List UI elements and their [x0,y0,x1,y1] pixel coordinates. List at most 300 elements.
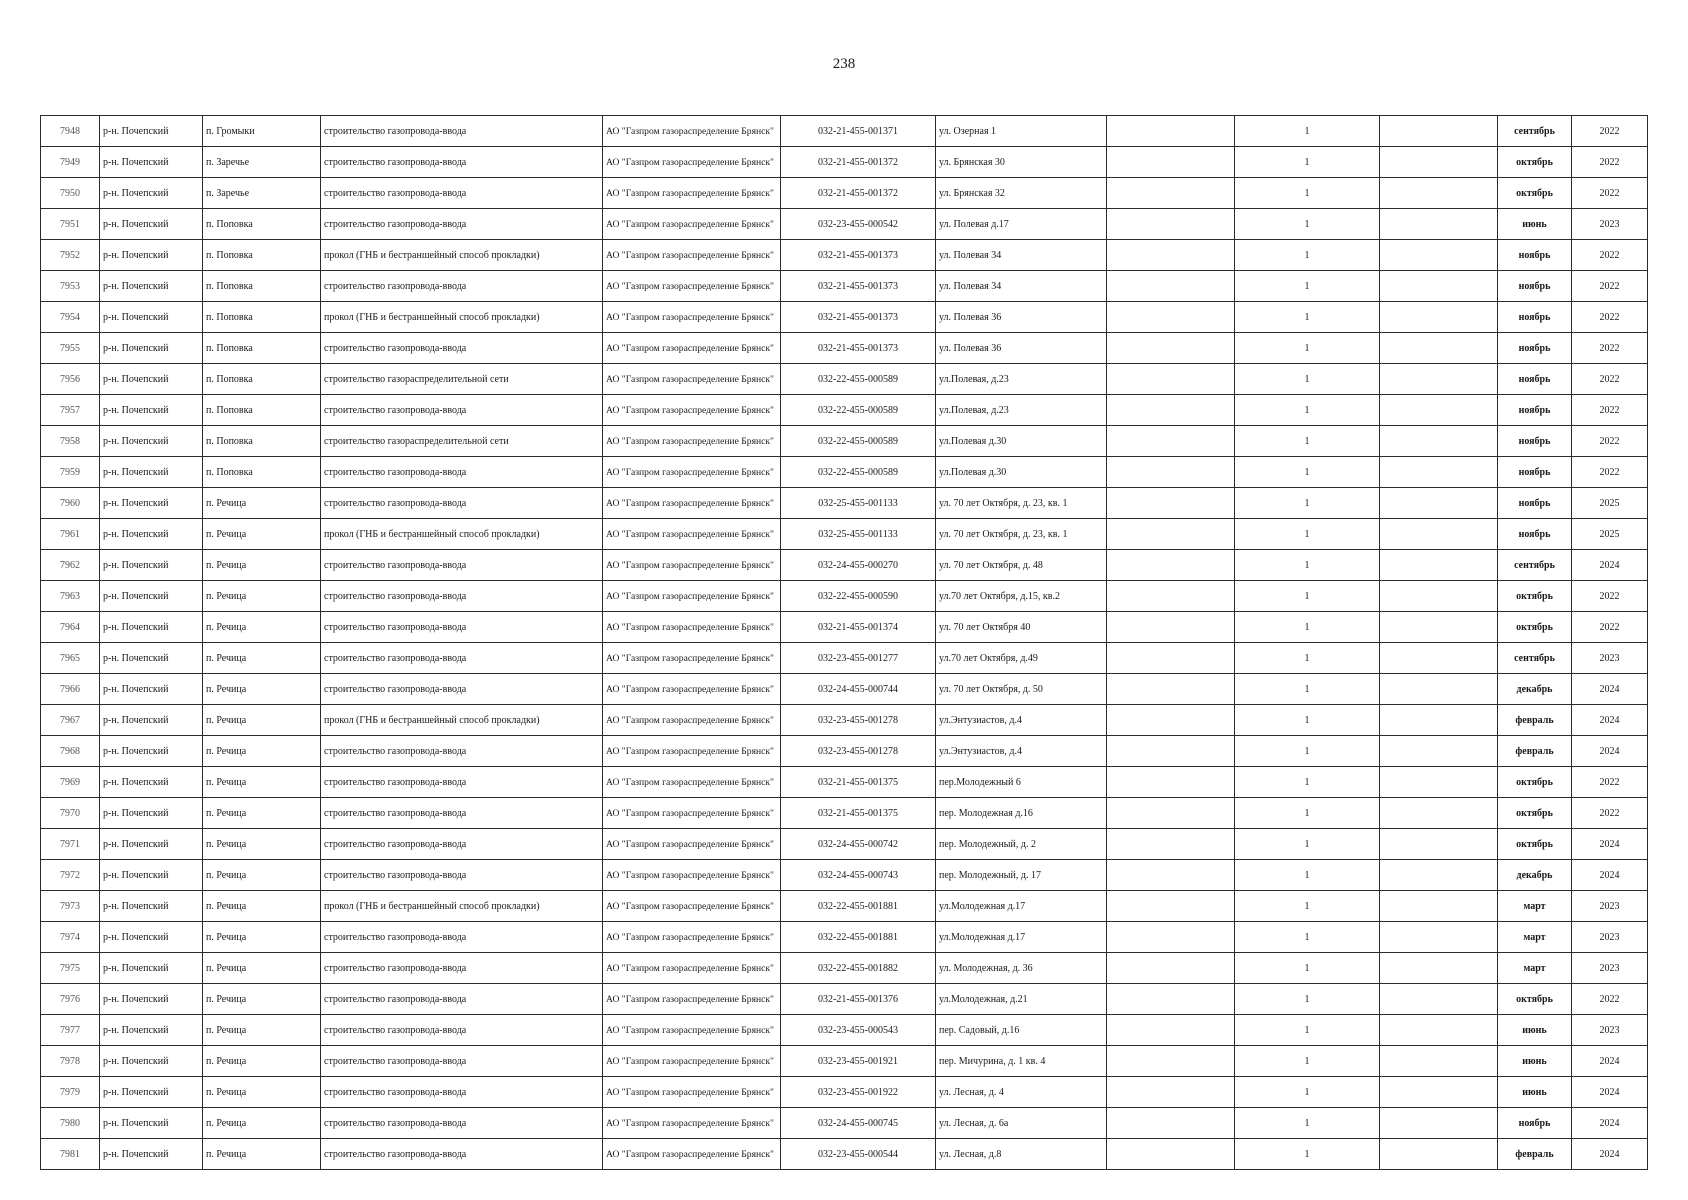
table-body [41,116,1648,1170]
object-code-cell: 032-24-455-000745 [781,1108,936,1139]
count-cell: 1 [1235,550,1380,581]
address-cell: ул.Энтузиастов, д.4 [936,736,1107,767]
settlement-cell: п. Речица [203,612,321,643]
work-type-cell: строительство газопровода-ввода [321,798,603,829]
year-cell: 2024 [1572,1046,1648,1077]
count-cell: 1 [1235,1077,1380,1108]
row-number: 7950 [41,178,100,209]
settlement-cell: п. Заречье [203,147,321,178]
organization-cell: АО "Газпром газораспределение Брянск" [603,860,781,891]
empty-cell [1107,209,1235,240]
work-type-cell: строительство газопровода-ввода [321,1015,603,1046]
month-cell: октябрь [1498,581,1572,612]
month-cell: октябрь [1498,829,1572,860]
empty-cell [1380,178,1498,209]
object-code-cell: 032-23-455-001922 [781,1077,936,1108]
settlement-cell: п. Поповка [203,395,321,426]
count-cell: 1 [1235,302,1380,333]
empty-cell [1107,922,1235,953]
count-cell: 1 [1235,178,1380,209]
empty-cell [1380,488,1498,519]
district-cell: р-н. Почепский [100,1077,203,1108]
empty-cell [1107,829,1235,860]
table-row [41,953,1648,984]
work-type-cell: строительство газопровода-ввода [321,457,603,488]
count-cell: 1 [1235,674,1380,705]
work-type-cell: строительство газораспределительной сети [321,364,603,395]
address-cell: пер. Молодежная д.16 [936,798,1107,829]
month-cell: сентябрь [1498,643,1572,674]
month-cell: октябрь [1498,612,1572,643]
work-type-cell: строительство газопровода-ввода [321,953,603,984]
count-cell: 1 [1235,860,1380,891]
gas-works-table-container [40,115,1648,1170]
month-cell: ноябрь [1498,426,1572,457]
organization-cell: АО "Газпром газораспределение Брянск" [603,178,781,209]
empty-cell [1380,922,1498,953]
empty-cell [1380,457,1498,488]
count-cell: 1 [1235,1015,1380,1046]
empty-cell [1107,1139,1235,1170]
year-cell: 2023 [1572,953,1648,984]
table-row [41,240,1648,271]
year-cell: 2023 [1572,891,1648,922]
object-code-cell: 032-25-455-001133 [781,488,936,519]
organization-cell: АО "Газпром газораспределение Брянск" [603,550,781,581]
settlement-cell: п. Поповка [203,209,321,240]
table-row [41,147,1648,178]
object-code-cell: 032-23-455-000543 [781,1015,936,1046]
empty-cell [1107,147,1235,178]
empty-cell [1107,736,1235,767]
table-row [41,612,1648,643]
object-code-cell: 032-21-455-001376 [781,984,936,1015]
work-type-cell: строительство газопровода-ввода [321,1077,603,1108]
table-row [41,333,1648,364]
district-cell: р-н. Почепский [100,643,203,674]
district-cell: р-н. Почепский [100,271,203,302]
settlement-cell: п. Речица [203,705,321,736]
address-cell: пер.Молодежный 6 [936,767,1107,798]
count-cell: 1 [1235,643,1380,674]
object-code-cell: 032-22-455-000589 [781,395,936,426]
object-code-cell: 032-21-455-001375 [781,798,936,829]
table-row [41,643,1648,674]
district-cell: р-н. Почепский [100,581,203,612]
row-number: 7972 [41,860,100,891]
year-cell: 2024 [1572,1139,1648,1170]
count-cell: 1 [1235,984,1380,1015]
settlement-cell: п. Поповка [203,333,321,364]
count-cell: 1 [1235,488,1380,519]
table-row [41,1046,1648,1077]
settlement-cell: п. Речица [203,519,321,550]
settlement-cell: п. Речица [203,984,321,1015]
year-cell: 2022 [1572,581,1648,612]
work-type-cell: строительство газопровода-ввода [321,395,603,426]
work-type-cell: прокол (ГНБ и бестраншейный способ прокладки) [321,519,603,550]
settlement-cell: п. Речица [203,829,321,860]
object-code-cell: 032-23-455-000542 [781,209,936,240]
settlement-cell: п. Речица [203,1108,321,1139]
organization-cell: АО "Газпром газораспределение Брянск" [603,426,781,457]
count-cell: 1 [1235,953,1380,984]
row-number: 7969 [41,767,100,798]
empty-cell [1380,302,1498,333]
district-cell: р-н. Почепский [100,457,203,488]
empty-cell [1107,426,1235,457]
empty-cell [1380,550,1498,581]
month-cell: октябрь [1498,767,1572,798]
work-type-cell: строительство газопровода-ввода [321,829,603,860]
settlement-cell: п. Речица [203,767,321,798]
empty-cell [1380,674,1498,705]
empty-cell [1380,209,1498,240]
district-cell: р-н. Почепский [100,1108,203,1139]
district-cell: р-н. Почепский [100,519,203,550]
empty-cell [1107,1077,1235,1108]
table-row [41,178,1648,209]
month-cell: сентябрь [1498,116,1572,147]
organization-cell: АО "Газпром газораспределение Брянск" [603,736,781,767]
count-cell: 1 [1235,147,1380,178]
month-cell: июнь [1498,1015,1572,1046]
empty-cell [1107,457,1235,488]
organization-cell: АО "Газпром газораспределение Брянск" [603,1108,781,1139]
work-type-cell: строительство газопровода-ввода [321,736,603,767]
month-cell: ноябрь [1498,488,1572,519]
year-cell: 2024 [1572,1077,1648,1108]
organization-cell: АО "Газпром газораспределение Брянск" [603,147,781,178]
work-type-cell: строительство газопровода-ввода [321,178,603,209]
work-type-cell: строительство газопровода-ввода [321,116,603,147]
year-cell: 2022 [1572,116,1648,147]
count-cell: 1 [1235,209,1380,240]
month-cell: сентябрь [1498,550,1572,581]
year-cell: 2024 [1572,674,1648,705]
table-row [41,581,1648,612]
district-cell: р-н. Почепский [100,1139,203,1170]
table-row [41,488,1648,519]
address-cell: ул.70 лет Октября, д.15, кв.2 [936,581,1107,612]
organization-cell: АО "Газпром газораспределение Брянск" [603,891,781,922]
month-cell: ноябрь [1498,302,1572,333]
address-cell: ул. Лесная, д. 4 [936,1077,1107,1108]
organization-cell: АО "Газпром газораспределение Брянск" [603,984,781,1015]
object-code-cell: 032-25-455-001133 [781,519,936,550]
row-number: 7978 [41,1046,100,1077]
empty-cell [1107,860,1235,891]
address-cell: ул. Полевая 34 [936,271,1107,302]
empty-cell [1380,612,1498,643]
empty-cell [1380,395,1498,426]
address-cell: ул. Лесная, д.8 [936,1139,1107,1170]
month-cell: июнь [1498,209,1572,240]
settlement-cell: п. Речица [203,581,321,612]
month-cell: ноябрь [1498,333,1572,364]
address-cell: ул. Брянская 32 [936,178,1107,209]
year-cell: 2024 [1572,705,1648,736]
empty-cell [1107,705,1235,736]
count-cell: 1 [1235,829,1380,860]
year-cell: 2024 [1572,1108,1648,1139]
table-row [41,705,1648,736]
month-cell: ноябрь [1498,519,1572,550]
year-cell: 2022 [1572,395,1648,426]
address-cell: ул. Полевая 36 [936,333,1107,364]
empty-cell [1107,643,1235,674]
empty-cell [1380,147,1498,178]
count-cell: 1 [1235,705,1380,736]
year-cell: 2024 [1572,860,1648,891]
row-number: 7951 [41,209,100,240]
count-cell: 1 [1235,240,1380,271]
empty-cell [1107,178,1235,209]
district-cell: р-н. Почепский [100,550,203,581]
address-cell: пер. Молодежный, д. 2 [936,829,1107,860]
settlement-cell: п. Речица [203,550,321,581]
month-cell: июнь [1498,1077,1572,1108]
settlement-cell: п. Поповка [203,240,321,271]
organization-cell: АО "Газпром газораспределение Брянск" [603,271,781,302]
address-cell: ул.Полевая, д.23 [936,395,1107,426]
count-cell: 1 [1235,922,1380,953]
settlement-cell: п. Речица [203,643,321,674]
organization-cell: АО "Газпром газораспределение Брянск" [603,1077,781,1108]
district-cell: р-н. Почепский [100,798,203,829]
address-cell: ул.70 лет Октября, д.49 [936,643,1107,674]
address-cell: ул. Полевая 36 [936,302,1107,333]
object-code-cell: 032-21-455-001373 [781,271,936,302]
table-row [41,829,1648,860]
empty-cell [1380,1077,1498,1108]
empty-cell [1107,395,1235,426]
address-cell: ул. 70 лет Октября, д. 23, кв. 1 [936,488,1107,519]
count-cell: 1 [1235,333,1380,364]
empty-cell [1107,1015,1235,1046]
count-cell: 1 [1235,1139,1380,1170]
count-cell: 1 [1235,395,1380,426]
year-cell: 2022 [1572,147,1648,178]
organization-cell: АО "Газпром газораспределение Брянск" [603,922,781,953]
settlement-cell: п. Речица [203,1139,321,1170]
organization-cell: АО "Газпром газораспределение Брянск" [603,612,781,643]
table-row [41,209,1648,240]
table-row [41,891,1648,922]
empty-cell [1380,1108,1498,1139]
district-cell: р-н. Почепский [100,674,203,705]
table-row [41,767,1648,798]
month-cell: ноябрь [1498,395,1572,426]
empty-cell [1380,333,1498,364]
count-cell: 1 [1235,457,1380,488]
empty-cell [1380,984,1498,1015]
organization-cell: АО "Газпром газораспределение Брянск" [603,116,781,147]
table-row [41,922,1648,953]
address-cell: ул. 70 лет Октября, д. 50 [936,674,1107,705]
year-cell: 2024 [1572,550,1648,581]
settlement-cell: п. Речица [203,953,321,984]
address-cell: ул.Энтузиастов, д.4 [936,705,1107,736]
object-code-cell: 032-24-455-000743 [781,860,936,891]
row-number: 7966 [41,674,100,705]
address-cell: пер. Садовый, д.16 [936,1015,1107,1046]
address-cell: ул. Озерная 1 [936,116,1107,147]
empty-cell [1380,364,1498,395]
table-row [41,116,1648,147]
empty-cell [1380,891,1498,922]
object-code-cell: 032-22-455-001881 [781,891,936,922]
count-cell: 1 [1235,767,1380,798]
month-cell: ноябрь [1498,271,1572,302]
count-cell: 1 [1235,891,1380,922]
organization-cell: АО "Газпром газораспределение Брянск" [603,674,781,705]
year-cell: 2025 [1572,519,1648,550]
empty-cell [1380,860,1498,891]
row-number: 7971 [41,829,100,860]
work-type-cell: строительство газопровода-ввода [321,767,603,798]
empty-cell [1380,705,1498,736]
year-cell: 2022 [1572,240,1648,271]
organization-cell: АО "Газпром газораспределение Брянск" [603,1046,781,1077]
organization-cell: АО "Газпром газораспределение Брянск" [603,395,781,426]
month-cell: март [1498,953,1572,984]
year-cell: 2022 [1572,612,1648,643]
address-cell: ул. Лесная, д. 6а [936,1108,1107,1139]
district-cell: р-н. Почепский [100,395,203,426]
count-cell: 1 [1235,116,1380,147]
address-cell: ул. Брянская 30 [936,147,1107,178]
organization-cell: АО "Газпром газораспределение Брянск" [603,364,781,395]
organization-cell: АО "Газпром газораспределение Брянск" [603,829,781,860]
district-cell: р-н. Почепский [100,705,203,736]
settlement-cell: п. Речица [203,922,321,953]
district-cell: р-н. Почепский [100,209,203,240]
object-code-cell: 032-21-455-001373 [781,302,936,333]
table-row [41,674,1648,705]
table-row [41,550,1648,581]
year-cell: 2022 [1572,364,1648,395]
address-cell: ул.Молодежная д.17 [936,922,1107,953]
empty-cell [1380,829,1498,860]
settlement-cell: п. Речица [203,1046,321,1077]
organization-cell: АО "Газпром газораспределение Брянск" [603,953,781,984]
work-type-cell: прокол (ГНБ и бестраншейный способ прокладки) [321,705,603,736]
work-type-cell: строительство газопровода-ввода [321,581,603,612]
empty-cell [1107,581,1235,612]
work-type-cell: строительство газопровода-ввода [321,333,603,364]
object-code-cell: 032-23-455-001278 [781,705,936,736]
object-code-cell: 032-24-455-000270 [781,550,936,581]
empty-cell [1107,488,1235,519]
empty-cell [1107,767,1235,798]
organization-cell: АО "Газпром газораспределение Брянск" [603,457,781,488]
object-code-cell: 032-21-455-001372 [781,147,936,178]
count-cell: 1 [1235,271,1380,302]
district-cell: р-н. Почепский [100,829,203,860]
settlement-cell: п. Речица [203,798,321,829]
address-cell: ул. 70 лет Октября, д. 23, кв. 1 [936,519,1107,550]
work-type-cell: строительство газораспределительной сети [321,426,603,457]
address-cell: ул.Полевая д.30 [936,426,1107,457]
object-code-cell: 032-21-455-001373 [781,240,936,271]
month-cell: октябрь [1498,178,1572,209]
empty-cell [1380,736,1498,767]
settlement-cell: п. Поповка [203,364,321,395]
row-number: 7948 [41,116,100,147]
object-code-cell: 032-23-455-001921 [781,1046,936,1077]
count-cell: 1 [1235,426,1380,457]
count-cell: 1 [1235,364,1380,395]
row-number: 7962 [41,550,100,581]
month-cell: октябрь [1498,984,1572,1015]
settlement-cell: п. Речица [203,891,321,922]
organization-cell: АО "Газпром газораспределение Брянск" [603,767,781,798]
work-type-cell: строительство газопровода-ввода [321,209,603,240]
year-cell: 2022 [1572,798,1648,829]
district-cell: р-н. Почепский [100,612,203,643]
row-number: 7975 [41,953,100,984]
row-number: 7968 [41,736,100,767]
address-cell: ул. 70 лет Октября 40 [936,612,1107,643]
month-cell: декабрь [1498,674,1572,705]
settlement-cell: п. Речица [203,1077,321,1108]
district-cell: р-н. Почепский [100,1046,203,1077]
table-row [41,302,1648,333]
month-cell: ноябрь [1498,1108,1572,1139]
object-code-cell: 032-21-455-001374 [781,612,936,643]
work-type-cell: строительство газопровода-ввода [321,1046,603,1077]
row-number: 7952 [41,240,100,271]
district-cell: р-н. Почепский [100,426,203,457]
month-cell: октябрь [1498,147,1572,178]
empty-cell [1107,984,1235,1015]
empty-cell [1380,1046,1498,1077]
table-row [41,457,1648,488]
row-number: 7955 [41,333,100,364]
district-cell: р-н. Почепский [100,984,203,1015]
row-number: 7964 [41,612,100,643]
empty-cell [1107,364,1235,395]
count-cell: 1 [1235,581,1380,612]
work-type-cell: строительство газопровода-ввода [321,922,603,953]
address-cell: ул.Молодежная, д.21 [936,984,1107,1015]
month-cell: март [1498,891,1572,922]
empty-cell [1107,612,1235,643]
empty-cell [1107,116,1235,147]
work-type-cell: строительство газопровода-ввода [321,488,603,519]
address-cell: ул. Молодежная, д. 36 [936,953,1107,984]
work-type-cell: строительство газопровода-ввода [321,550,603,581]
organization-cell: АО "Газпром газораспределение Брянск" [603,302,781,333]
count-cell: 1 [1235,736,1380,767]
district-cell: р-н. Почепский [100,364,203,395]
district-cell: р-н. Почепский [100,953,203,984]
district-cell: р-н. Почепский [100,116,203,147]
settlement-cell: п. Поповка [203,457,321,488]
page-number: 238 [832,56,856,72]
table-row [41,519,1648,550]
empty-cell [1380,1139,1498,1170]
month-cell: ноябрь [1498,240,1572,271]
object-code-cell: 032-22-455-000590 [781,581,936,612]
object-code-cell: 032-23-455-000544 [781,1139,936,1170]
year-cell: 2025 [1572,488,1648,519]
settlement-cell: п. Поповка [203,302,321,333]
object-code-cell: 032-21-455-001373 [781,333,936,364]
object-code-cell: 032-21-455-001371 [781,116,936,147]
row-number: 7961 [41,519,100,550]
